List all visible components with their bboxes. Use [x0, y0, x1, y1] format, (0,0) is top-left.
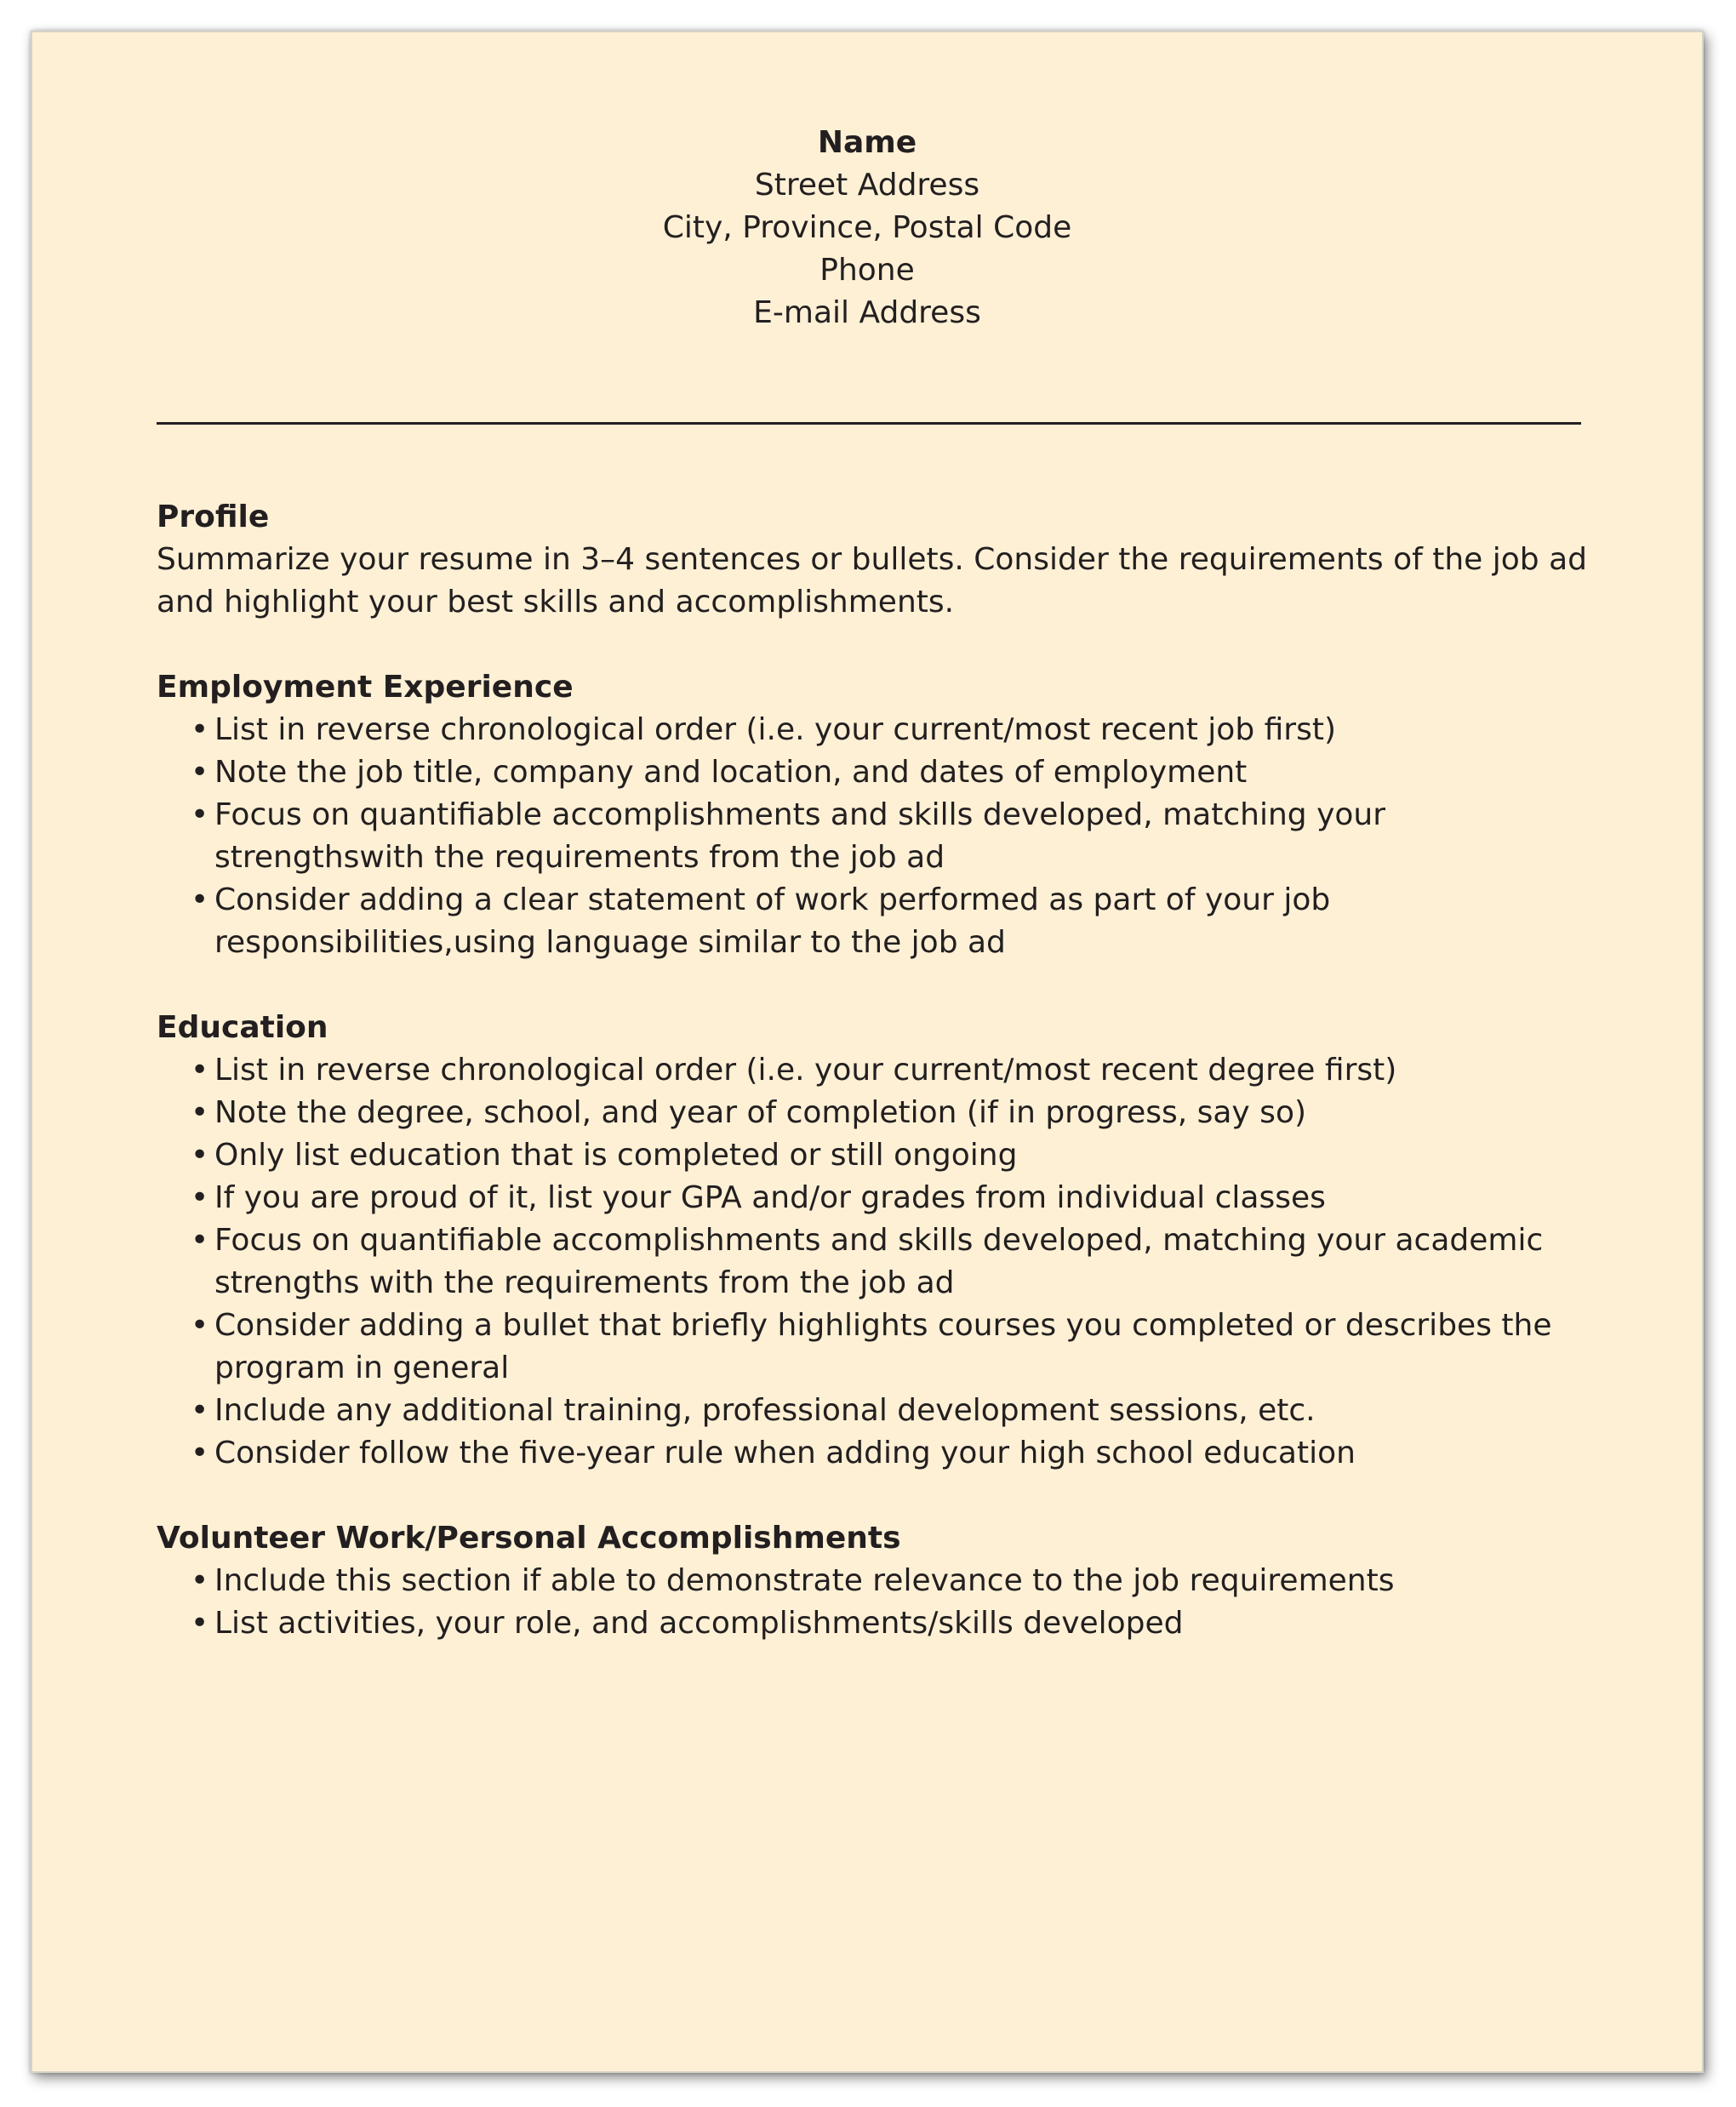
- volunteer-section: [157, 1517, 1595, 1645]
- employment-section: [157, 666, 1595, 964]
- list-item: [157, 1390, 1595, 1432]
- bullet-icon: •: [191, 1563, 209, 1598]
- contact-phone: Phone: [819, 253, 915, 288]
- education-list: [157, 1049, 1595, 1475]
- list-item: [157, 709, 1595, 751]
- education-section: [157, 1007, 1595, 1475]
- list-item-text: Focus on quantifiable accomplishments and skills developed, matching your academic strengths with the requirements from the job ad: [214, 1223, 1544, 1300]
- bullet-icon: •: [191, 712, 209, 747]
- bullet-icon: •: [191, 1308, 209, 1343]
- list-item-text: List activities, your role, and accomplishments/skills developed: [214, 1606, 1184, 1641]
- list-item-text: Consider follow the five-year rule when adding your high school education: [214, 1436, 1356, 1470]
- list-item-text: Include any additional training, professional development sessions, etc.: [214, 1393, 1316, 1428]
- bullet-icon: •: [191, 797, 209, 832]
- profile-heading: Profile: [157, 500, 270, 534]
- list-item: [157, 1305, 1595, 1390]
- list-item: [157, 1134, 1595, 1177]
- bullet-icon: •: [191, 1095, 209, 1130]
- contact-email: E-mail Address: [753, 295, 981, 330]
- list-item-text: Consider adding a clear statement of work performed as part of your job responsibilities,using language similar to the job ad: [214, 882, 1331, 960]
- contact-header: [32, 122, 1702, 334]
- contact-street: Street Address: [754, 168, 980, 203]
- list-item-text: Note the degree, school, and year of completion (if in progress, say so): [214, 1095, 1307, 1130]
- bullet-icon: •: [191, 1223, 209, 1258]
- employment-heading: Employment Experience: [157, 670, 574, 705]
- list-item: [157, 1049, 1595, 1092]
- employment-list: [157, 709, 1595, 964]
- list-item: [157, 1092, 1595, 1134]
- bullet-icon: •: [191, 1393, 209, 1428]
- list-item: [157, 1560, 1595, 1602]
- bullet-icon: •: [191, 1053, 209, 1088]
- list-item-text: List in reverse chronological order (i.e. your current/most recent job first): [214, 712, 1337, 747]
- list-item-text: List in reverse chronological order (i.e. your current/most recent degree first): [214, 1053, 1397, 1088]
- list-item-text: Include this section if able to demonstrate relevance to the job requirements: [214, 1563, 1395, 1598]
- list-item: [157, 1219, 1595, 1305]
- list-item: [157, 751, 1595, 794]
- list-item: [157, 794, 1595, 879]
- list-item-text: Only list education that is completed or still ongoing: [214, 1138, 1018, 1173]
- list-item-text: If you are proud of it, list your GPA and/or grades from individual classes: [214, 1180, 1326, 1215]
- bullet-icon: •: [191, 1606, 209, 1641]
- list-item: [157, 879, 1595, 964]
- volunteer-heading: Volunteer Work/Personal Accomplishments: [157, 1521, 901, 1556]
- bullet-icon: •: [191, 1180, 209, 1215]
- volunteer-list: [157, 1560, 1595, 1645]
- list-item: [157, 1602, 1595, 1645]
- list-item-text: Focus on quantifiable accomplishments and skills developed, matching your strengthswith the requirements from the job ad: [214, 797, 1386, 875]
- list-item: [157, 1177, 1595, 1219]
- resume-content: [157, 496, 1595, 1687]
- resume-page: [31, 31, 1704, 2073]
- bullet-icon: •: [191, 1138, 209, 1173]
- contact-city: City, Province, Postal Code: [662, 210, 1072, 245]
- list-item-text: Consider adding a bullet that briefly highlights courses you completed or describes the program in general: [214, 1308, 1552, 1385]
- profile-text: Summarize your resume in 3–4 sentences or bullets. Consider the requirements of the job ad and highlight your best skills and accomplishments.: [157, 542, 1587, 620]
- header-divider: [157, 422, 1581, 425]
- bullet-icon: •: [191, 1436, 209, 1470]
- list-item-text: Note the job title, company and location, and dates of employment: [214, 755, 1248, 790]
- bullet-icon: •: [191, 755, 209, 790]
- profile-section: [157, 496, 1595, 624]
- bullet-icon: •: [191, 882, 209, 917]
- contact-name: Name: [817, 125, 917, 160]
- education-heading: Education: [157, 1010, 328, 1045]
- list-item: [157, 1432, 1595, 1475]
